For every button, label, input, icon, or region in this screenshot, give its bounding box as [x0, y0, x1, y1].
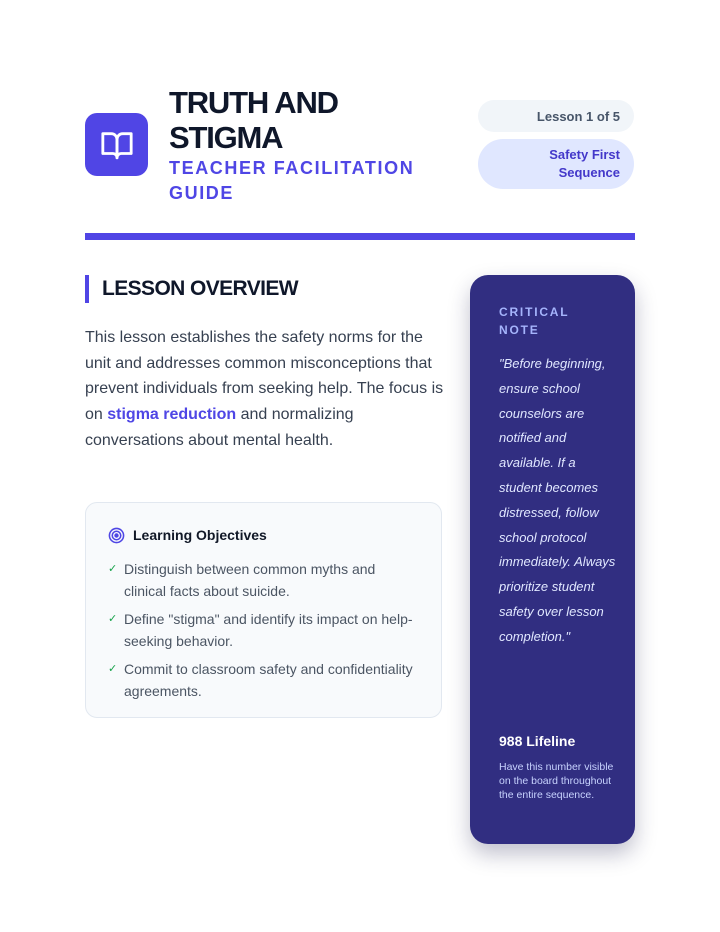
check-icon: ✓: [108, 663, 118, 675]
header-divider: [85, 233, 635, 240]
objectives-title: Learning Objectives: [133, 527, 267, 543]
list-item: [108, 559, 421, 602]
critical-note-panel: [470, 275, 635, 844]
lifeline-title: 988 Lifeline: [499, 733, 576, 749]
lifeline-note: Have this number visible on the board throughout the entire sequence.: [499, 761, 614, 801]
logo: [85, 113, 148, 176]
list-item: [108, 659, 421, 702]
lesson-badge-label: Lesson 1 of 5: [536, 108, 620, 124]
sequence-badge: [478, 139, 634, 189]
overview-text-start: This lesson establishes the safety norms for the unit and addresses common misconceptions that prevent individuals from seeking help. The focus is on: [85, 329, 444, 424]
sequence-badge-label: Safety First Sequence: [549, 147, 620, 180]
check-icon: ✓: [108, 563, 118, 575]
check-icon: ✓: [108, 613, 118, 625]
objective-text: Define "stigma" and identify its impact on help-seeking behavior.: [124, 611, 413, 649]
section-heading: LESSON OVERVIEW: [85, 275, 298, 303]
overview-text-end: and normalizing conversations about mental health.: [85, 406, 354, 449]
overview-highlight: stigma reduction: [107, 406, 237, 424]
objectives-header: [108, 525, 421, 545]
critical-note-label: CRITICAL NOTE: [499, 305, 570, 337]
page-title: TRUTH AND STIGMA: [169, 85, 338, 155]
objective-text: Commit to classroom safety and confidentiality agreements.: [124, 661, 413, 699]
list-item: [108, 609, 421, 652]
overview-text: [85, 325, 445, 454]
page-subtitle: TEACHER FACILITATION GUIDE: [169, 158, 415, 203]
lesson-badge: [478, 100, 634, 132]
open-book-icon: [100, 128, 134, 162]
critical-note-quote: "Before beginning, ensure school counselors are notified and available. If a student becomes distressed, follow school protocol immediately. Always prioritize student safety over lesson completion.": [499, 356, 616, 644]
objectives-card: [85, 502, 442, 718]
objectives-list: [108, 559, 421, 702]
objective-text: Distinguish between common myths and clinical facts about suicide.: [124, 561, 376, 599]
target-icon: [108, 527, 125, 544]
